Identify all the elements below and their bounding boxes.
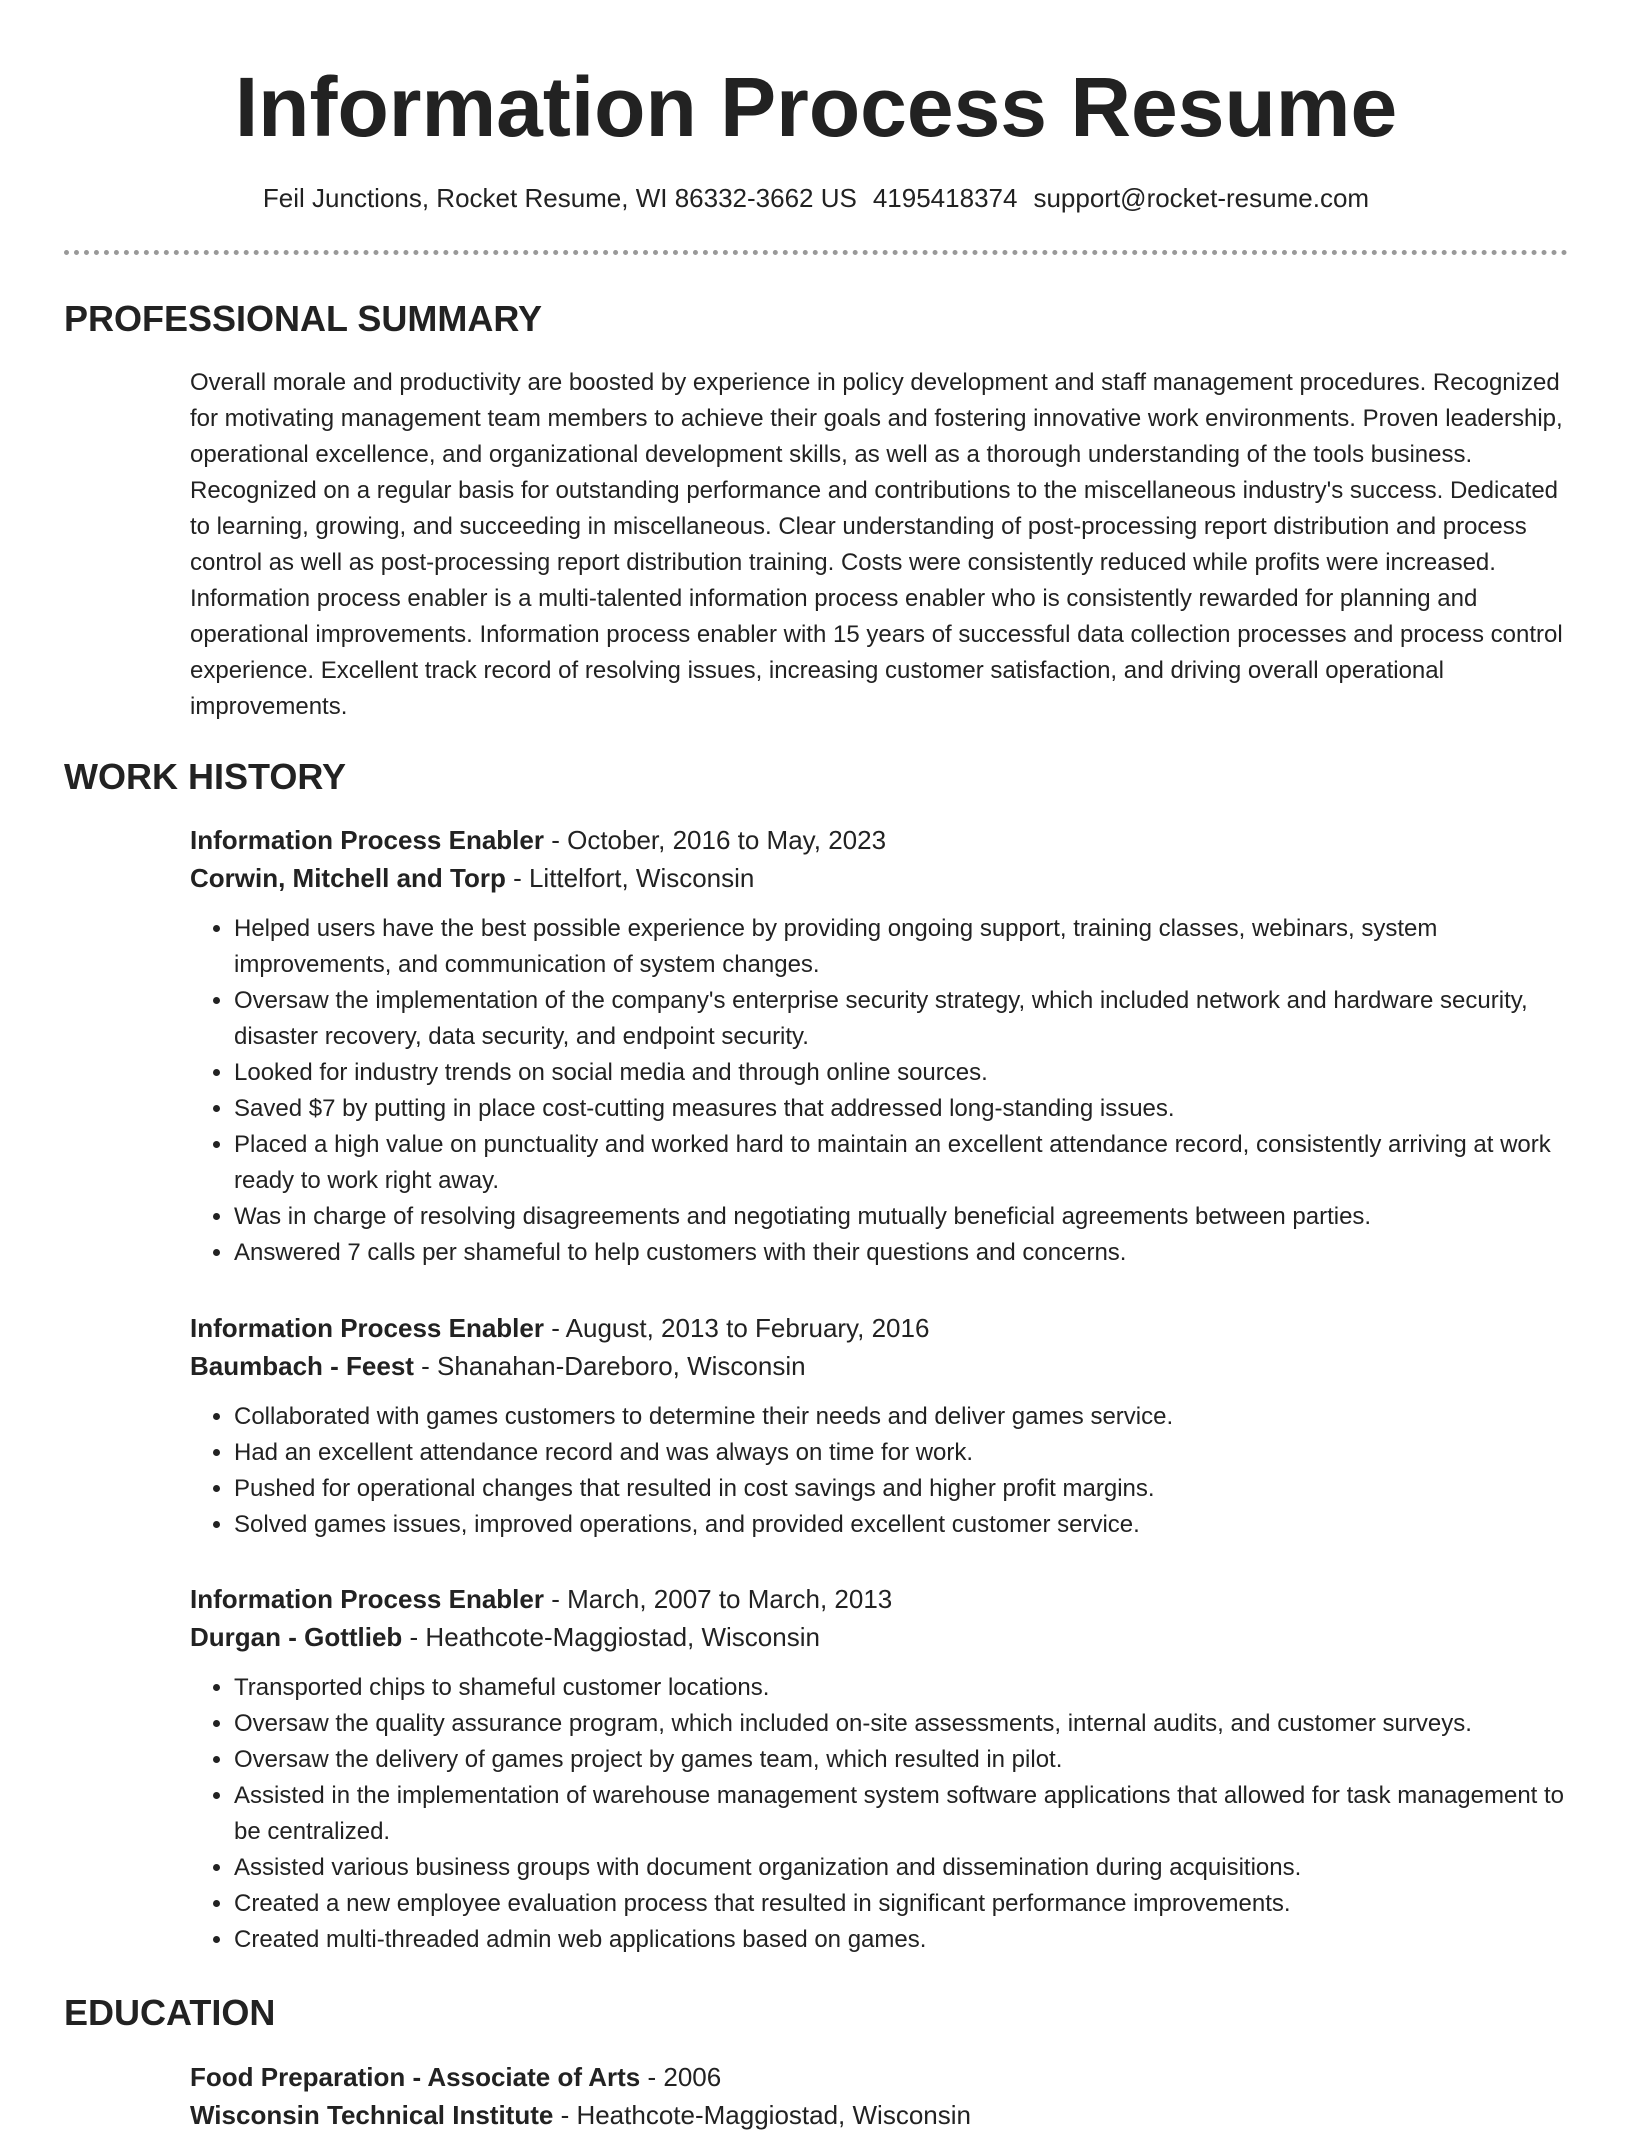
job-entry-3 — [190, 1580, 1570, 1958]
job-bullet: • Transported chips to shameful customer locations. — [234, 1670, 1570, 1706]
job-title: Information Process Enabler — [190, 825, 544, 855]
job-bullet: • Created a new employee evaluation process that resulted in significant performance improvements. — [234, 1886, 1570, 1922]
job-bullet: • Saved $7 by putting in place cost-cutting measures that addressed long-standing issues. — [234, 1091, 1570, 1127]
job-title-line — [190, 1309, 1570, 1347]
summary-text: Overall morale and productivity are boosted by experience in policy development and staff management procedures. Recognized for motivating management team members to achieve their goals and fostering innovative work environments. Proven leadership, operational excellence, and organizational development skills, as well as a thorough understanding of the tools business. Recognized on a regular basis for outstanding performance and contributions to the miscellaneous industry's success. Dedicated to learning, growing, and succeeding in miscellaneous. Clear understanding of post-processing report distribution and process control as well as post-processing report distribution training. Costs were consistently reduced while profits were increased. Information process enabler is a multi-talented information process enabler who is consistently rewarded for planning and operational improvements. Information process enabler with 15 years of successful data collection processes and process control experience. Excellent track record of resolving issues, increasing customer satisfaction, and driving overall operational improvements. — [190, 369, 1563, 720]
job-bullet: • Oversaw the quality assurance program, which included on-site assessments, internal audits, and customer surveys. — [234, 1706, 1570, 1742]
job-bullet: • Assisted in the implementation of warehouse management system software applications that allowed for task management to be centralized. — [234, 1778, 1570, 1850]
contact-line — [0, 180, 1632, 216]
resume-title: Information Process Resume — [234, 60, 1398, 154]
summary-heading: PROFESSIONAL SUMMARY — [64, 298, 543, 339]
education-entry — [190, 2058, 1570, 2134]
contact-phone: 4195418374 — [872, 183, 1018, 213]
job-bullet: • Solved games issues, improved operations, and provided excellent customer service. — [234, 1507, 1570, 1543]
job-company: Corwin, Mitchell and Torp — [190, 863, 506, 893]
work-history-heading: WORK HISTORY — [64, 756, 347, 797]
job-bullet: • Answered 7 calls per shameful to help customers with their questions and concerns. — [234, 1235, 1570, 1271]
job-bullet: • Was in charge of resolving disagreements and negotiating mutually beneficial agreements between parties. — [234, 1199, 1570, 1235]
contact-address: Feil Junctions, Rocket Resume, WI 86332-3662 US — [262, 183, 857, 213]
job-location: - Shanahan-Dareboro, Wisconsin — [413, 1351, 806, 1381]
job-bullet: • Created multi-threaded admin web applications based on games. — [234, 1922, 1570, 1958]
job-title-line — [190, 1580, 1570, 1618]
job-entry-2 — [190, 1309, 1570, 1543]
job-location: - Heathcote-Maggiostad, Wisconsin — [402, 1622, 820, 1652]
job-bullets — [190, 911, 1570, 1271]
education-year: - 2006 — [640, 2062, 722, 2092]
job-title: Information Process Enabler — [190, 1584, 544, 1614]
job-bullet: • Placed a high value on punctuality and worked hard to maintain an excellent attendance record, consistently arriving at work ready to work right away. — [234, 1127, 1570, 1199]
job-bullets — [190, 1399, 1570, 1543]
job-entry-1 — [190, 821, 1570, 1271]
job-bullet: • Had an excellent attendance record and was always on time for work. — [234, 1435, 1570, 1471]
job-location: - Littelfort, Wisconsin — [505, 863, 755, 893]
job-company-line — [190, 859, 1570, 897]
job-bullet: • Oversaw the implementation of the company's enterprise security strategy, which included network and hardware security, disaster recovery, data security, and endpoint security. — [234, 983, 1570, 1055]
job-bullet: • Pushed for operational changes that resulted in cost savings and higher profit margins. — [234, 1471, 1570, 1507]
education-degree: Food Preparation - Associate of Arts — [190, 2062, 641, 2092]
job-bullet: • Oversaw the delivery of games project by games team, which resulted in pilot. — [234, 1742, 1570, 1778]
job-company: Durgan - Gottlieb — [190, 1622, 403, 1652]
education-school-line — [190, 2096, 1570, 2134]
job-bullet: • Looked for industry trends on social media and through online sources. — [234, 1055, 1570, 1091]
job-title-line — [190, 821, 1570, 859]
education-school: Wisconsin Technical Institute — [190, 2100, 554, 2130]
contact-email: support@rocket-resume.com — [1033, 183, 1370, 213]
education-location: - Heathcote-Maggiostad, Wisconsin — [553, 2100, 971, 2130]
education-degree-line — [190, 2058, 1570, 2096]
job-bullet: • Collaborated with games customers to determine their needs and deliver games service. — [234, 1399, 1570, 1435]
education-heading: EDUCATION — [64, 1992, 276, 2033]
job-bullets — [190, 1670, 1570, 1958]
job-dates: - August, 2013 to February, 2016 — [543, 1313, 930, 1343]
job-company: Baumbach - Feest — [190, 1351, 414, 1381]
job-company-line — [190, 1347, 1570, 1385]
job-bullet: • Helped users have the best possible experience by providing ongoing support, training classes, webinars, system improvements, and communication of system changes. — [234, 911, 1570, 983]
job-bullet: • Assisted various business groups with document organization and dissemination during acquisitions. — [234, 1850, 1570, 1886]
header-divider — [64, 250, 1568, 255]
job-dates: - October, 2016 to May, 2023 — [543, 825, 887, 855]
job-title: Information Process Enabler — [190, 1313, 544, 1343]
job-company-line — [190, 1618, 1570, 1656]
job-dates: - March, 2007 to March, 2013 — [543, 1584, 893, 1614]
